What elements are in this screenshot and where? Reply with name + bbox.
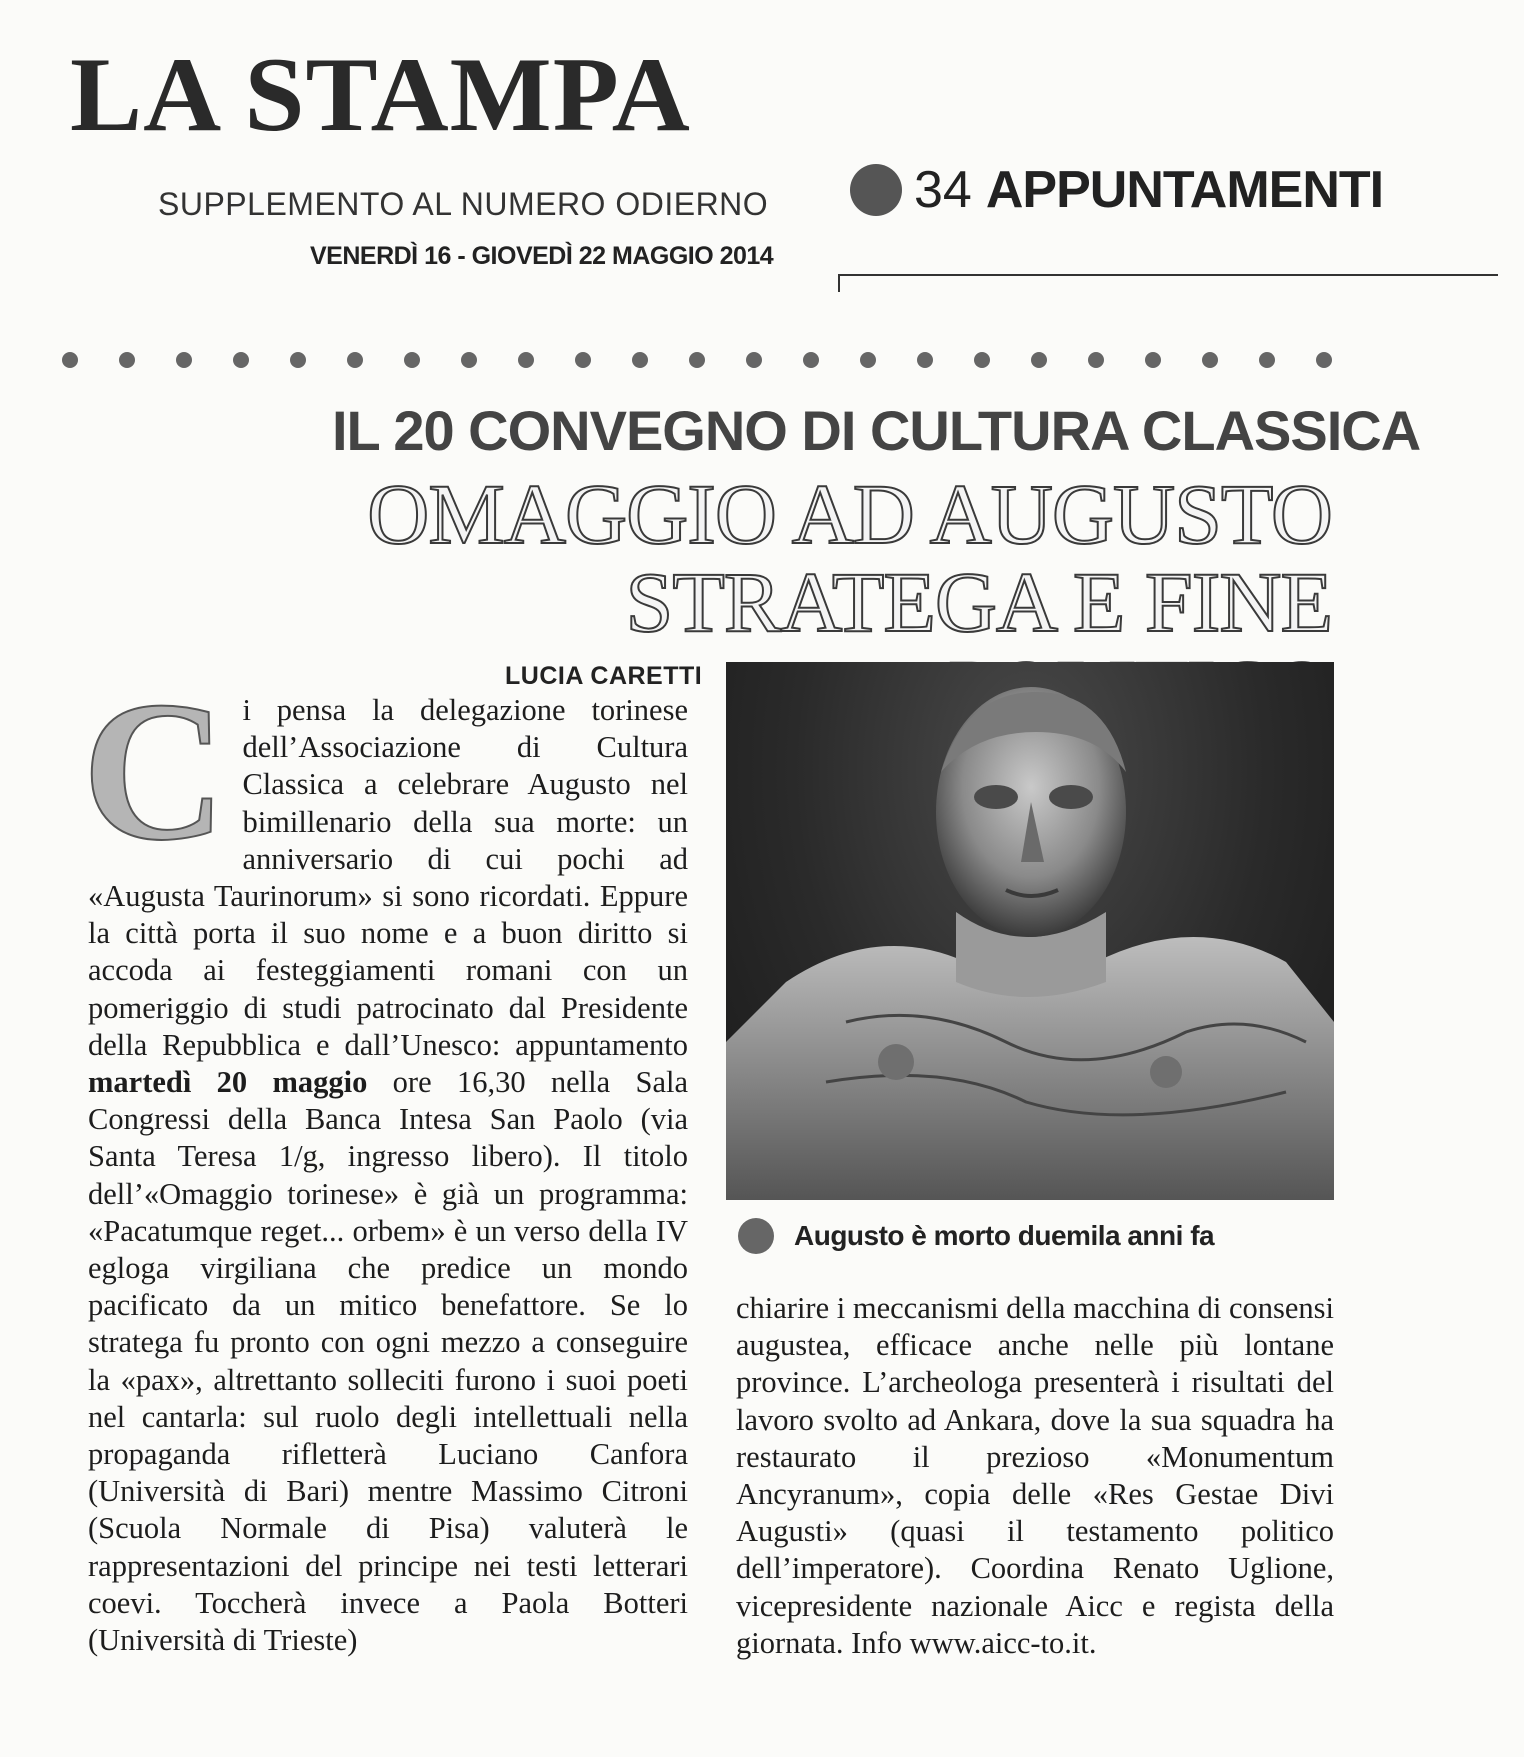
drop-cap: C (82, 661, 227, 882)
rule-dot (1031, 352, 1047, 368)
rule-dot (746, 352, 762, 368)
rule-dot (176, 352, 192, 368)
section-divider-tick (838, 274, 840, 292)
supplement-line: SUPPLEMENTO AL NUMERO ODIERNO (158, 186, 769, 222)
section-header (850, 160, 1383, 220)
augustus-photo (726, 662, 1334, 1200)
rule-dot (1316, 352, 1332, 368)
rule-dot (347, 352, 363, 368)
dotted-rule (62, 352, 1332, 372)
rule-dot (1145, 352, 1161, 368)
rule-dot (860, 352, 876, 368)
article-kicker: IL 20 CONVEGNO DI CULTURA CLASSICA (332, 399, 1421, 462)
rule-dot (974, 352, 990, 368)
rule-dot (233, 352, 249, 368)
body-text: chiarire i meccanismi della macchina di consensi augustea, efficace anche nelle più lontane province. L’archeologa presenterà i risultati del lavoro svolto ad Ankara, dove la sua squadra ha restaurato il prezioso «Monumentum Ancyranum», copia delle «Res Gestae Divi Augusti» (quasi il testamento politico dell’imperatore). Coordina Renato Uglione, vicepresidente nazionale Aicc e regista della giornata. Info www.aicc-to.it. (736, 1291, 1334, 1660)
rule-dot (290, 352, 306, 368)
body-text: ore 16,30 nella Sala Congressi della Banca Intesa San Paolo (via Santa Teresa 1/g, ingresso libero). Il titolo dell’«Omaggio torinese» è già un programma: «Pacatumque reget... orbem» è un verso della IV egloga virgiliana che predice un mondo pacificato da un mitico benefattore. Se lo stratega fu pronto con ogni mezzo a conseguire la «pax», altrettanto solleciti furono i suoi poeti nel cantarla: sul ruolo degli intellettuali nella propaganda rifletterà Luciano Canfora (Università di Bari) mentre Massimo Citroni (Scuola Normale di Pisa) valuterà le rappresentazioni del principe nei testi letterari coevi. Toccherà invece a Paola Botteri (Università di Trieste) (88, 1065, 688, 1658)
article-column-2 (736, 1290, 1334, 1662)
rule-dot (1259, 352, 1275, 368)
rule-dot (461, 352, 477, 368)
author-byline: LUCIA CARETTI (505, 662, 703, 690)
rule-dot (1202, 352, 1218, 368)
headline-line-2: STRATEGA E FINE (625, 554, 1332, 650)
issue-dates: VENERDÌ 16 - GIOVEDÌ 22 MAGGIO 2014 (310, 242, 774, 270)
caption-bullet-icon (738, 1218, 774, 1254)
body-text: i pensa la delegazione torinese dell’Associazione di Cultura Classica a celebrare Augusto nel bimillenario della sua morte: un anniversario di cui pochi ad «Augusta Taurinorum» si sono ricordati. Eppure la città porta il suo nome e a buon diritto si accoda ai festeggiamenti romani con un pomeriggio di studi patrocinato dal Presidente della Repubblica e dall’Unesco: appuntamento (88, 693, 688, 1062)
headline-line-1: OMAGGIO AD AUGUSTO (367, 466, 1332, 562)
rule-dot (575, 352, 591, 368)
page-number: 34 (914, 161, 972, 219)
rule-dot (119, 352, 135, 368)
rule-dot (1088, 352, 1104, 368)
rule-dot (404, 352, 420, 368)
masthead-logo: LA STAMPA (70, 36, 691, 153)
rule-dot (689, 352, 705, 368)
caption-text: Augusto è morto duemila anni fa (794, 1220, 1215, 1251)
section-bullet-icon (850, 164, 902, 216)
event-date: martedì 20 maggio (88, 1065, 368, 1100)
rule-dot (803, 352, 819, 368)
rule-dot (632, 352, 648, 368)
photo-caption (738, 1218, 1214, 1254)
rule-dot (62, 352, 78, 368)
section-title: APPUNTAMENTI (985, 161, 1384, 219)
augustus-statue-image (726, 662, 1334, 1200)
rule-dot (917, 352, 933, 368)
rule-dot (518, 352, 534, 368)
section-divider (838, 274, 1498, 276)
